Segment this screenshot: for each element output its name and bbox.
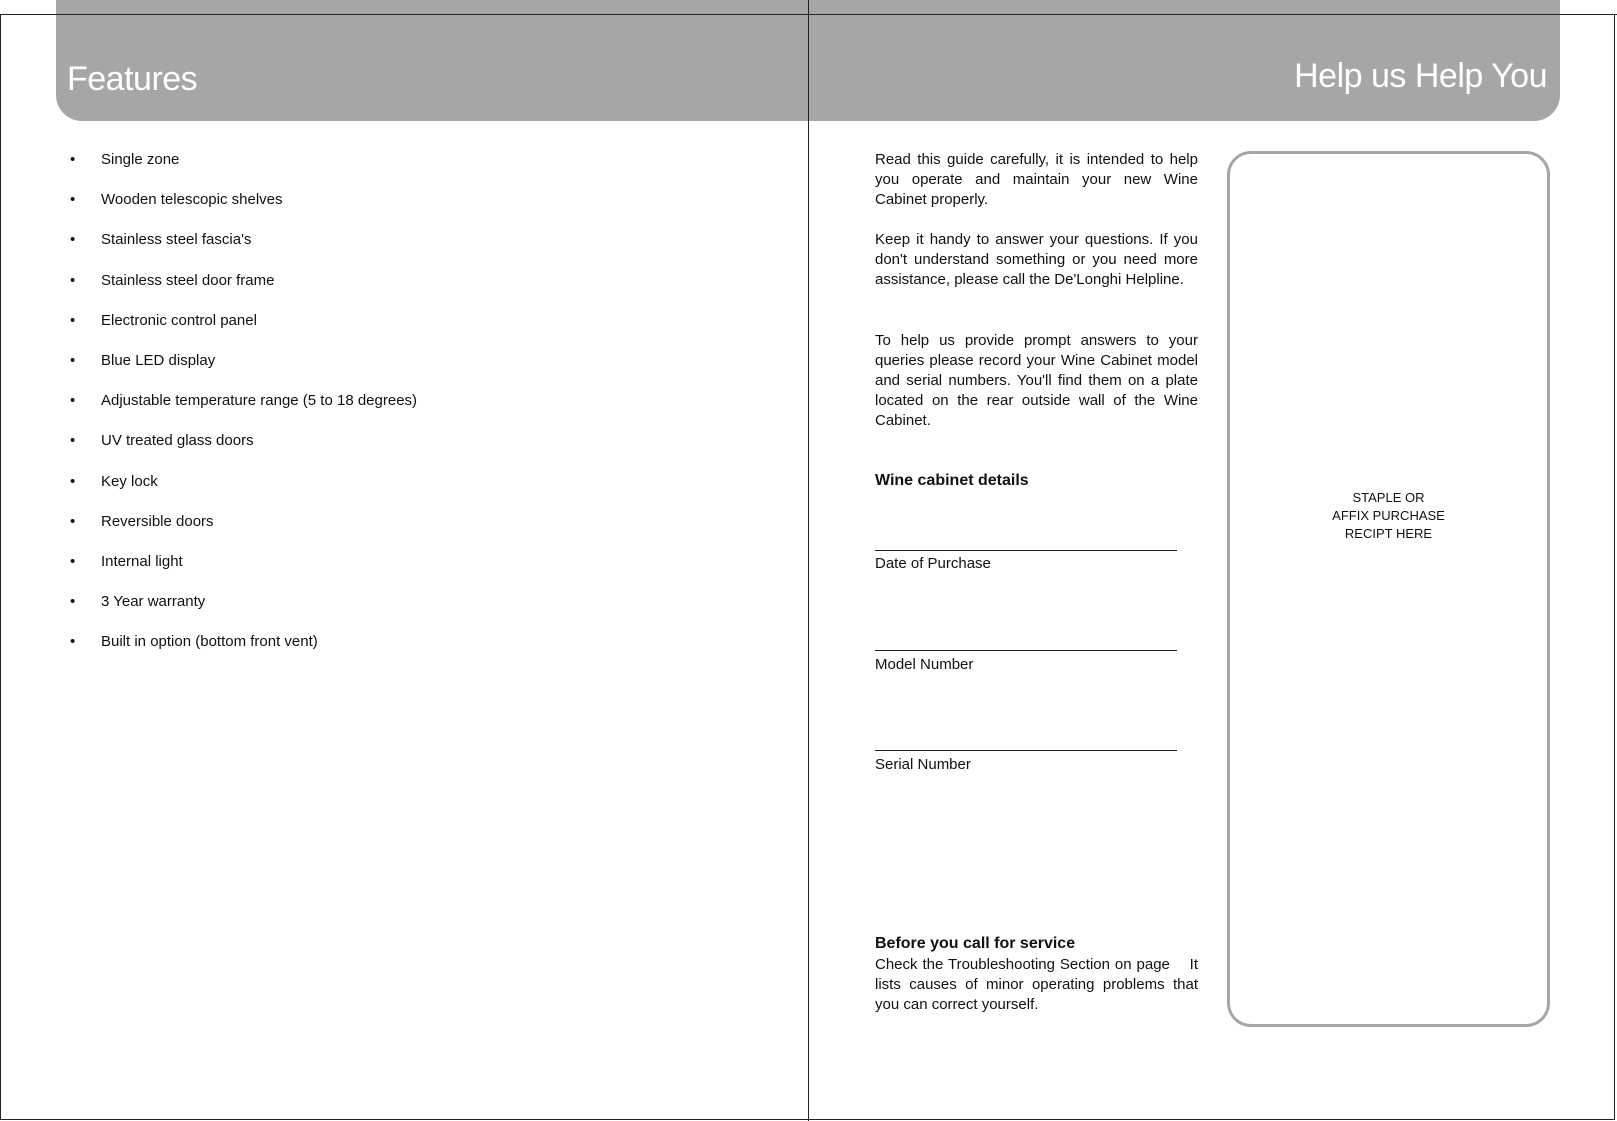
bullet-icon: • [70,191,76,209]
feature-label: Single zone [101,151,180,168]
list-item [70,150,417,190]
bullet-icon: • [70,552,76,570]
record-paragraph: To help us provide prompt answers to your queries please record your Wine Cabinet model and serial numbers. You'll find them on a plate located on the rear outside wall of the Wine Cabinet. [875,332,1198,429]
bullet-icon: • [70,593,76,611]
feature-label: Internal light [101,552,183,570]
feature-label: 3 Year warranty [101,593,206,611]
feature-label: Electronic control panel [101,311,257,329]
receipt-line: STAPLE OR [1352,490,1425,505]
list-item [70,271,417,311]
list-item [70,632,417,672]
list-item [70,311,417,351]
list-item [70,431,417,471]
bullet-icon: • [70,432,76,450]
details-heading: Wine cabinet details [875,472,1029,489]
bullet-icon: • [70,351,76,369]
date-of-purchase-label: Date of Purchase [875,555,991,572]
features-list [70,150,417,672]
list-item [70,190,417,230]
feature-label: Blue LED display [101,351,216,369]
help-title: Help us Help You [1294,57,1547,95]
feature-label: UV treated glass doors [101,432,254,450]
serial-number-label: Serial Number [875,756,971,773]
service-heading: Before you call for service [875,935,1076,952]
feature-label: Built in option (bottom front vent) [101,633,318,651]
bullet-icon: • [70,392,76,410]
list-item [70,512,417,552]
intro-paragraph: Read this guide carefully, it is intended to help you operate and maintain your new Wine Cabinet properly. [875,151,1198,208]
bullet-icon: • [70,311,76,329]
feature-label: Reversible doors [101,512,214,530]
receipt-instructions [1227,489,1550,543]
bullet-icon: • [70,633,76,651]
receipt-box [1227,151,1550,1027]
serial-number-line [875,750,1177,751]
feature-label: Stainless steel fascia's [101,231,252,249]
service-paragraph: Check the Troubleshooting Section on page It lists causes of minor operating problems that you can correct yourself. [875,956,1203,1013]
helpline-paragraph: Keep it handy to answer your questions. If you don't understand something or you need more assistance, please call the De'Longhi Helpline. [875,231,1198,288]
feature-label: Wooden telescopic shelves [101,191,283,209]
list-item [70,351,417,391]
model-number-line [875,650,1177,651]
list-item [70,592,417,632]
features-title: Features [67,60,198,98]
list-item [70,230,417,270]
feature-label: Adjustable temperature range (5 to 18 degrees) [101,392,418,410]
feature-label: Stainless steel door frame [101,271,275,289]
bullet-icon: • [70,271,76,289]
bullet-icon: • [70,512,76,530]
list-item [70,552,417,592]
bullet-icon: • [70,151,76,168]
bullet-icon: • [70,231,76,249]
bullet-icon: • [70,472,76,490]
list-item [70,472,417,512]
page-divider [808,0,809,1121]
date-of-purchase-line [875,550,1177,551]
model-number-label: Model Number [875,656,974,673]
list-item [70,391,417,431]
receipt-line: AFFIX PURCHASE [1332,508,1445,523]
receipt-line: RECIPT HERE [1344,526,1433,541]
feature-label: Key lock [101,472,158,490]
